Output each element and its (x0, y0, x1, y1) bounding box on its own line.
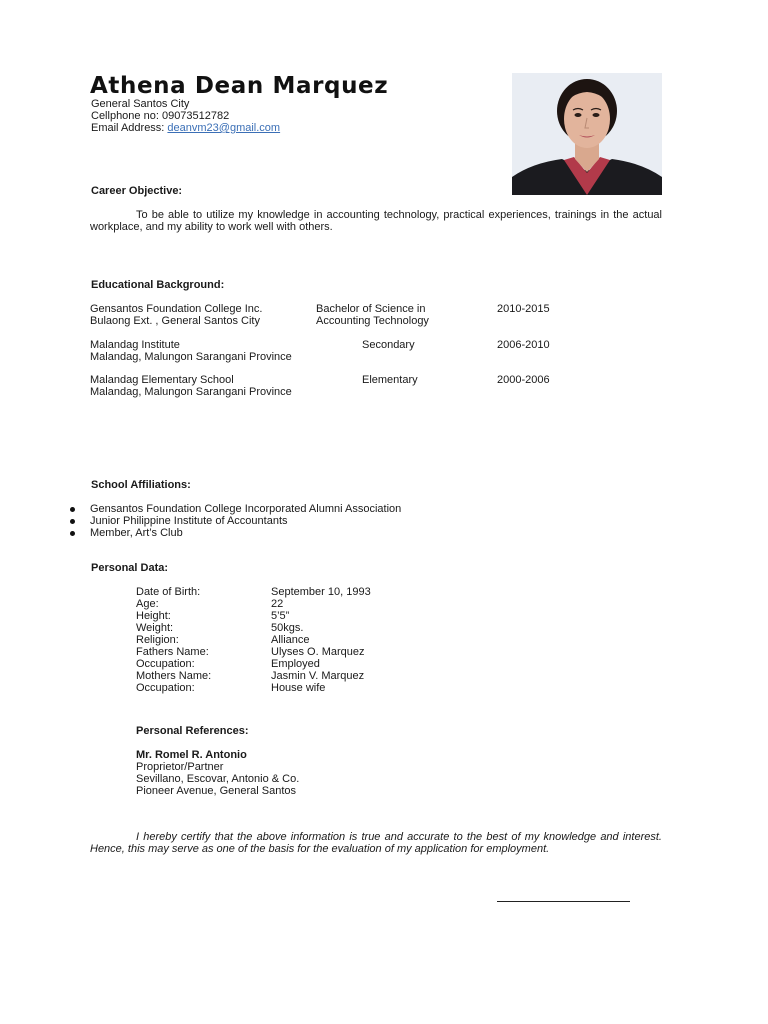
field-value: 22 (271, 598, 284, 610)
signature-line (497, 901, 630, 902)
education-years: 2000-2006 (497, 374, 550, 386)
reference-company: Sevillano, Escovar, Antonio & Co. (136, 773, 300, 785)
field-label: Age: (136, 598, 159, 610)
field-value: House wife (271, 682, 326, 694)
bullet-icon (70, 507, 75, 512)
field-value: September 10, 1993 (271, 586, 371, 598)
school-name: Malandag Institute (90, 339, 180, 351)
reference-position: Proprietor/Partner (136, 761, 224, 773)
school-location: Malandag, Malungon Sarangani Province (90, 351, 292, 363)
career-objective-heading: Career Objective: (91, 185, 183, 197)
personal-data-values (271, 586, 371, 694)
school-name: Gensantos Foundation College Inc. (90, 303, 263, 315)
field-label: Occupation: (136, 682, 195, 694)
degree-line-2: Accounting Technology (316, 315, 429, 327)
education-level: Secondary (362, 339, 415, 351)
education-entry (90, 303, 262, 327)
education-heading: Educational Background: (91, 279, 225, 291)
field-value: 50kgs. (271, 622, 304, 634)
email-label: Email Address: (91, 122, 168, 134)
list-item (68, 503, 401, 515)
field-value: 5’5” (271, 610, 290, 622)
affiliation-text: Member, Art’s Club (90, 527, 183, 539)
contact-block (91, 98, 280, 134)
address: General Santos City (91, 98, 190, 110)
career-objective-text: To be able to utilize my knowledge in accounting technology, practical experiences, trainings in the actual workplace, and my ability to work well with others. (90, 209, 662, 233)
reference-block (136, 749, 299, 797)
cellphone-line (91, 110, 280, 122)
personal-data-labels (136, 586, 211, 694)
applicant-photo (512, 73, 662, 195)
email-link[interactable]: deanvm23@gmail.com (167, 122, 281, 134)
affiliations-list (68, 503, 401, 539)
affiliation-text: Gensantos Foundation College Incorporated Alumni Association (90, 503, 402, 515)
list-item (68, 515, 401, 527)
field-label: Height: (136, 610, 171, 622)
field-label: Weight: (136, 622, 174, 634)
education-level (316, 303, 429, 327)
school-name: Malandag Elementary School (90, 374, 234, 386)
field-value: Ulyses O. Marquez (271, 646, 365, 658)
email-line (91, 122, 280, 134)
field-label: Date of Birth: (136, 586, 201, 598)
cellphone-label: Cellphone no: (91, 110, 162, 122)
field-label: Fathers Name: (136, 646, 209, 658)
field-label: Religion: (136, 634, 179, 646)
education-years: 2010-2015 (497, 303, 550, 315)
certification-statement: I hereby certify that the above information is true and accurate to the best of my knowledge and interest. Hence, this may serve as one of the basis for the evaluation of my application for employment. (90, 831, 662, 855)
cellphone-number: 09073512782 (161, 110, 230, 122)
bullet-icon (70, 531, 75, 536)
education-entry (90, 339, 292, 363)
reference-address: Pioneer Avenue, General Santos (136, 785, 297, 797)
school-location: Malandag, Malungon Sarangani Province (90, 386, 292, 398)
portrait-graphic (512, 73, 662, 195)
field-value: Jasmin V. Marquez (271, 670, 365, 682)
reference-name: Mr. Romel R. Antonio (136, 749, 247, 761)
field-label: Occupation: (136, 658, 195, 670)
school-location: Bulaong Ext. , General Santos City (90, 315, 260, 327)
field-value: Alliance (271, 634, 310, 646)
applicant-name: Athena Dean Marquez (90, 73, 389, 99)
education-years: 2006-2010 (497, 339, 550, 351)
list-item (68, 527, 401, 539)
personal-data-heading: Personal Data: (91, 562, 169, 574)
bullet-icon (70, 519, 75, 524)
education-level: Elementary (362, 374, 418, 386)
field-label: Mothers Name: (136, 670, 212, 682)
affiliations-heading: School Affiliations: (91, 479, 191, 491)
references-heading: Personal References: (136, 725, 249, 737)
education-entry (90, 374, 292, 398)
affiliation-text: Junior Philippine Institute of Accountants (90, 515, 288, 527)
degree-line-1: Bachelor of Science in (316, 303, 426, 315)
field-value: Employed (271, 658, 320, 670)
